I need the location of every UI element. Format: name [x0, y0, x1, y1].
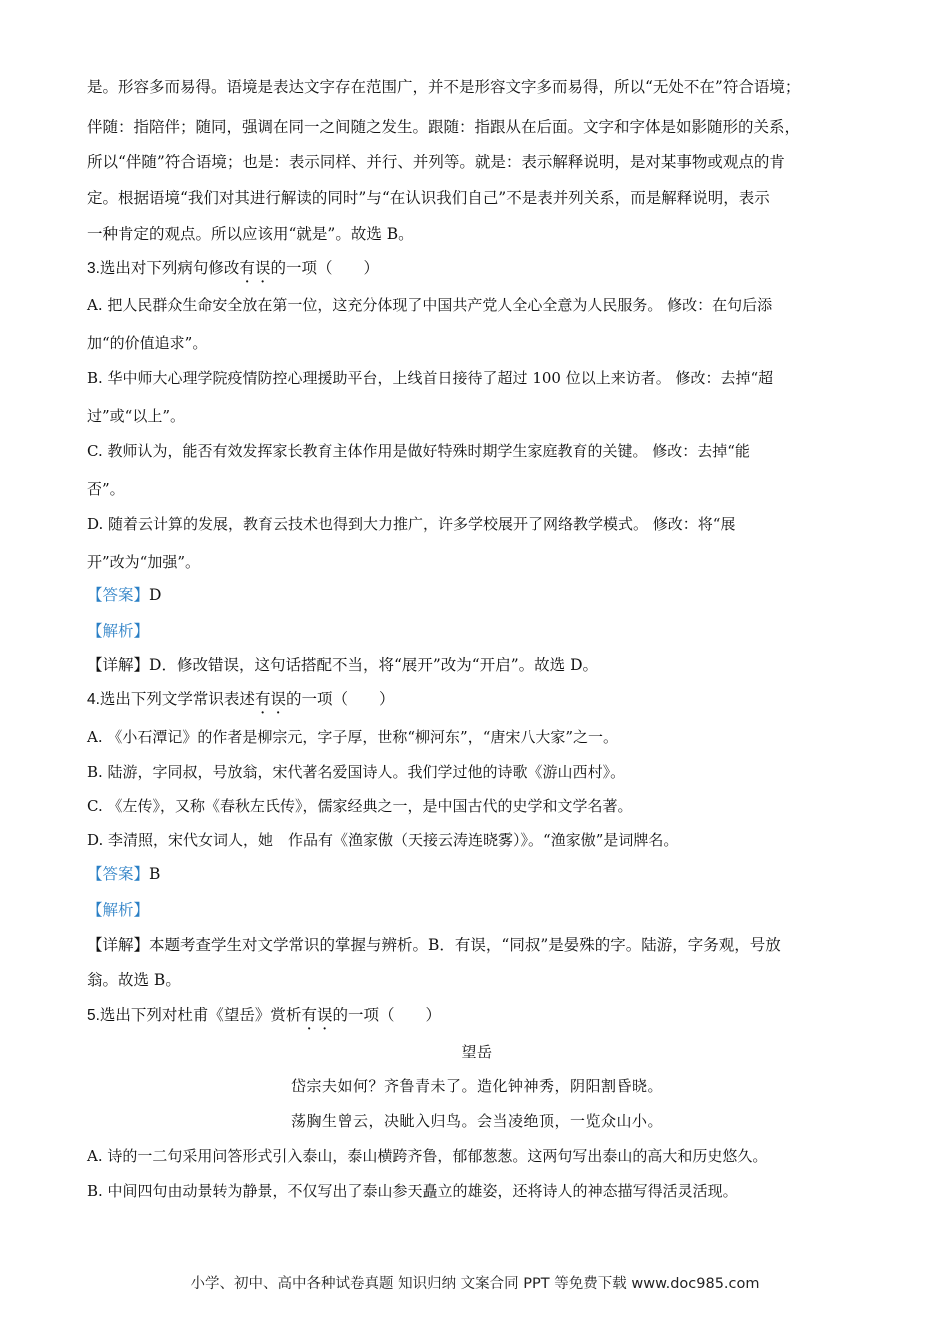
emphasis-text: 有误 — [239, 260, 271, 277]
poem-line: 岱宗夫如何？齐鲁青未了。造化钟神秀，阴阳割昏晓。 — [290, 1077, 663, 1095]
answer-tag: 【答案】 — [87, 586, 150, 604]
question-3-option-c-cont: 否”。 — [87, 480, 125, 498]
emphasis-text: 有误 — [254, 691, 286, 708]
question-4-detail: 【详解】本题考查学生对文学常识的掌握与辨析。B．有误，“同叔”是晏殊的字。陆游，字务观，号放 — [87, 936, 781, 954]
question-3-option-d-cont: 开”改为“加强”。 — [87, 553, 201, 571]
question-4-option-d: D. 李清照，宋代女词人，她 作品有《渔家傲（天接云涛连晓雾）》。“渔家傲”是词牌名。 — [87, 831, 679, 849]
detail-tag: 【详解】 — [87, 936, 150, 954]
question-4-detail-cont: 翁。故选 B。 — [87, 971, 181, 989]
question-3-option-d: D. 随着云计算的发展，教育云技术也得到大力推广，许多学校展开了网络教学模式。 修改：将“展 — [87, 515, 736, 533]
paragraph-line: 一种肯定的观点。所以应该用“就是”。故选 B。 — [87, 225, 414, 243]
question-5-option-b: B. 中间四句由动景转为静景，不仅写出了泰山参天矗立的雄姿，还将诗人的神态描写得活灵活现。 — [87, 1182, 738, 1200]
question-3-detail: 【详解】D．修改错误，这句话搭配不当，将“展开”改为“开启”。故选 D。 — [87, 656, 598, 674]
page-footer: 小学、初中、高中各种试卷真题 知识归纳 文案合同 PPT 等免费下载 www.doc985.com — [190, 1276, 760, 1292]
question-3-option-a-cont: 加“的价值追求”。 — [87, 334, 208, 352]
question-4-analysis-tag: 【解析】 — [87, 901, 150, 919]
paragraph-line: 是。形容多而易得。语境是表达文字存在范围广，并不是形容文字多而易得，所以“无处不在”符合语境； — [87, 78, 801, 96]
question-4-answer — [87, 863, 867, 885]
paragraph-line: 伴随：指陪伴；随同，强调在同一之间随之发生。跟随：指跟从在后面。文字和字体是如影随形的关系， — [87, 118, 801, 136]
paragraph-line: 所以“伴随”符合语境；也是：表示同样、并行、并列等。就是：表示解释说明，是对某事物或观点的肯 — [87, 153, 785, 171]
paragraph-line: 定。根据语境“我们对其进行解读的同时”与“在认识我们自己”不是表并列关系，而是解释说明，表示 — [87, 189, 770, 207]
question-3-option-a: A. 把人民群众生命安全放在第一位，这充分体现了中国共产党人全心全意为人民服务。 修改：在句后添 — [87, 296, 773, 314]
question-3-analysis-tag: 【解析】 — [87, 622, 150, 640]
question-3-stem: 3.选出对下列病句修改有误的一项（ ） — [87, 260, 379, 277]
question-5-stem: 5.选出下列对杜甫《望岳》赏析有误的一项（ ） — [87, 1007, 441, 1024]
answer-tag: 【答案】 — [87, 865, 150, 883]
question-4-option-a: A. 《小石潭记》的作者是柳宗元，字子厚，世称“柳河东”，“唐宋八大家”之一。 — [87, 728, 619, 746]
answer-value: B — [149, 865, 161, 883]
detail-tag: 【详解】 — [87, 656, 150, 674]
question-4-option-b: B. 陆游，字同叔，号放翁，宋代著名爱国诗人。我们学过他的诗歌《游山西村》。 — [87, 763, 626, 781]
question-3-option-c: C. 教师认为，能否有效发挥家长教育主体作用是做好特殊时期学生家庭教育的关键。 修改：去掉“能 — [87, 442, 750, 460]
question-3-option-b: B. 华中师大心理学院疫情防控心理援助平台，上线首日接待了超过 100 位以上来访者。 修改：去掉“超 — [87, 369, 774, 387]
emphasis-text: 有误 — [301, 1007, 333, 1024]
question-5-option-a: A. 诗的一二句采用问答形式引入泰山，泰山横跨齐鲁，郁郁葱葱。这两句写出泰山的高大和历史悠久。 — [87, 1147, 768, 1165]
answer-value: D — [149, 586, 162, 604]
question-3-option-b-cont: 过”或“以上”。 — [87, 407, 186, 425]
question-4-stem: 4.选出下列文学常识表述有误的一项（ ） — [87, 691, 395, 708]
question-4-option-c: C. 《左传》，又称《春秋左氏传》，儒家经典之一，是中国古代的史学和文学名著。 — [87, 797, 633, 815]
poem-title: 望岳 — [461, 1043, 493, 1061]
poem-line: 荡胸生曾云，决眦入归鸟。会当凌绝顶，一览众山小。 — [290, 1112, 663, 1130]
question-3-answer — [87, 584, 867, 606]
